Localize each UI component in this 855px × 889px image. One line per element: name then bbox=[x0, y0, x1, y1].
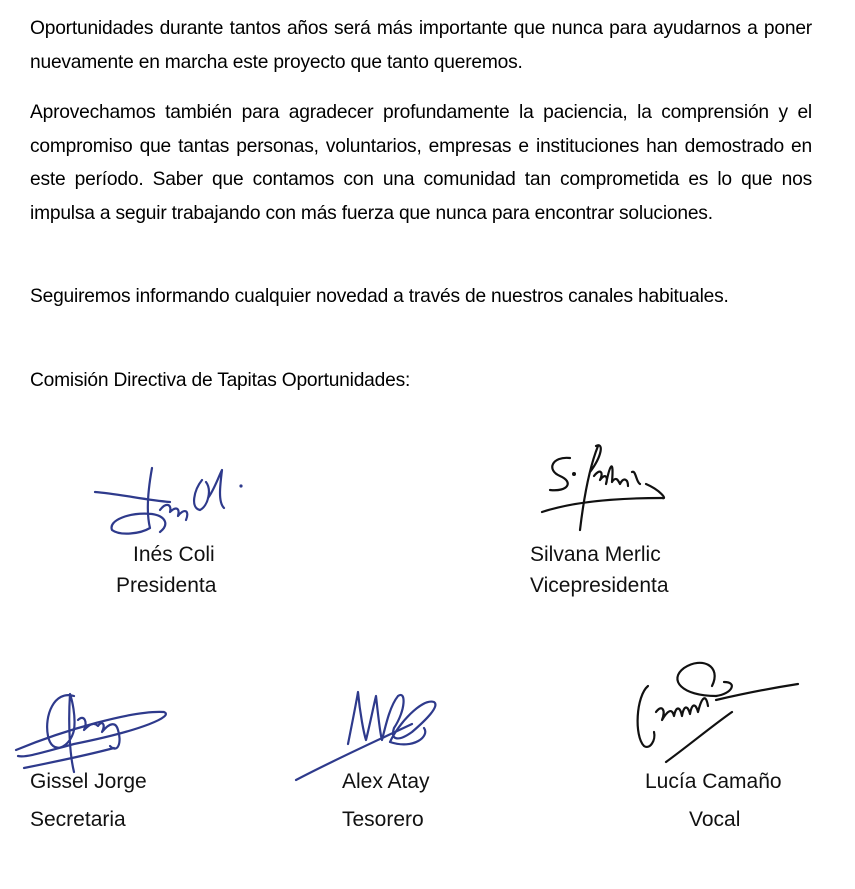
signature-silvana-merlic bbox=[538, 436, 668, 536]
signatory-role: Vocal bbox=[689, 808, 741, 831]
signature-lucia-camano bbox=[632, 656, 802, 764]
signatory-role: Secretaria bbox=[30, 808, 126, 831]
signature-ines-coli bbox=[90, 450, 250, 545]
signature-gissel-jorge bbox=[14, 686, 169, 776]
signatory-name: Alex Atay bbox=[342, 770, 430, 793]
signatory-name: Lucía Camaño bbox=[645, 770, 782, 793]
paragraph-closing: Oportunidades durante tantos años será más importante que nunca para ayudarnos a poner nuevamente en marcha este proyecto que tanto queremos. bbox=[30, 18, 812, 73]
commission-heading: Comisión Directiva de Tapitas Oportunidades: bbox=[30, 370, 411, 391]
signatory-name: Inés Coli bbox=[133, 543, 215, 566]
paragraph-thanks: Aprovechamos también para agradecer profundamente la paciencia, la comprensión y el compromiso que tantas personas, voluntarios, empresas e instituciones han demostrado en este período. Saber que contamos con una comunidad tan comprometida es lo que nos impulsa a seguir trabajando con más fuerza que nunca para encontrar soluciones. bbox=[30, 102, 812, 224]
signatory-name: Silvana Merlic bbox=[530, 543, 661, 566]
signatory-role: Vicepresidenta bbox=[530, 574, 669, 597]
paragraph-updates: Seguiremos informando cualquier novedad a través de nuestros canales habituales. bbox=[30, 286, 729, 307]
signatory-role: Presidenta bbox=[116, 574, 217, 597]
signatory-name: Gissel Jorge bbox=[30, 770, 147, 793]
signatory-role: Tesorero bbox=[342, 808, 424, 831]
